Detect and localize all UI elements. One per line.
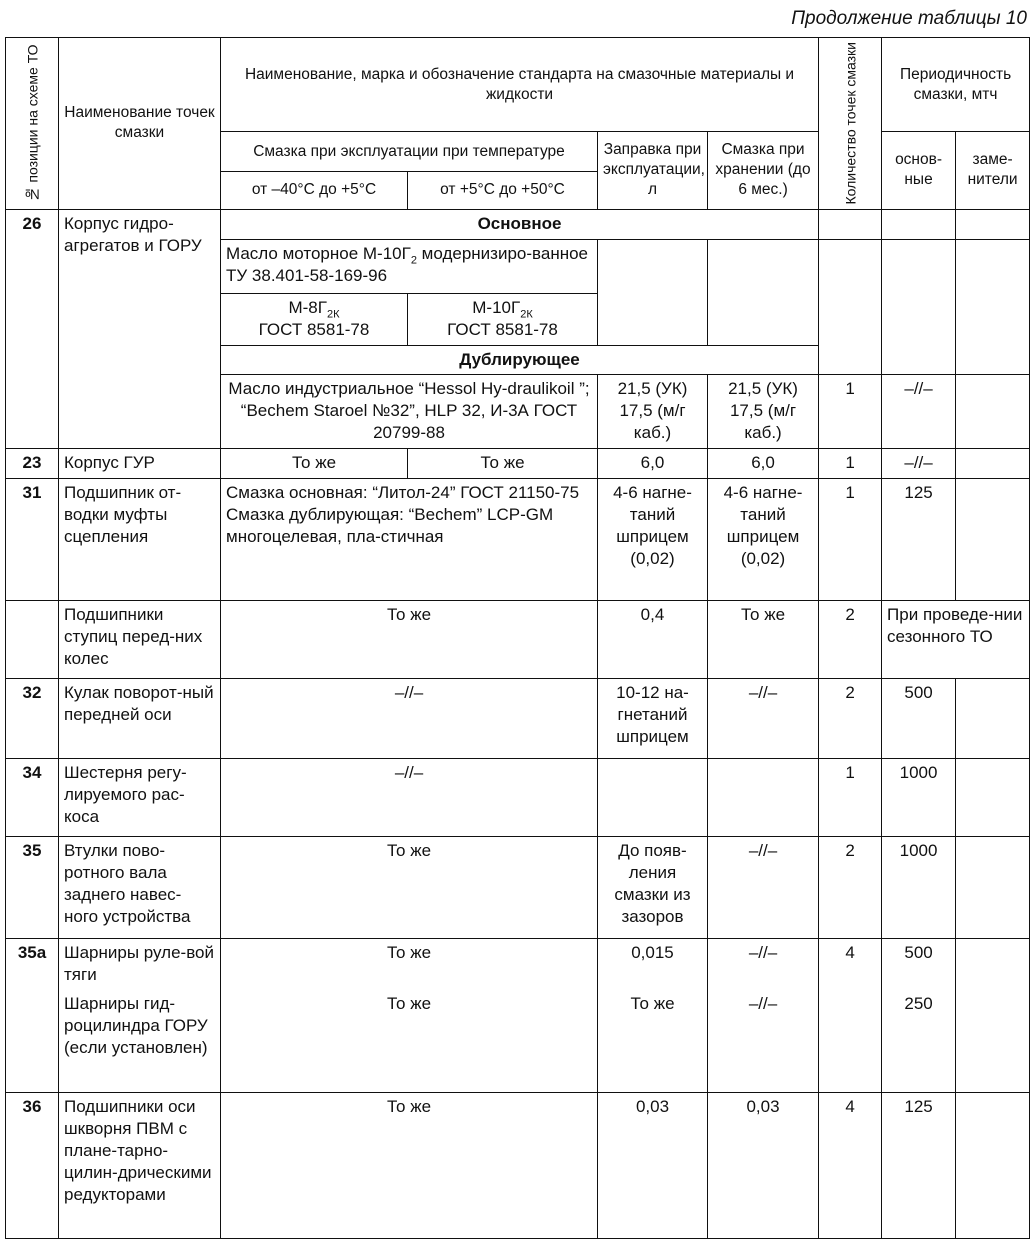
primary-label: Основное [221,209,819,239]
header-row-1 [6,38,1030,132]
cell-storage: 21,5 (УК) 17,5 (м/г каб.) [708,374,819,448]
table-row: Шарниры гид-роцилиндра ГОРУ (если установлен) То же То же –//– 250 [6,990,1030,1092]
cell-oil: Масло моторное $М-10Г_2$ модернизиро-ванное ТУ 38.401-58-169-96 [221,239,598,293]
header-main: основ-ные [882,132,956,210]
table-row [6,209,1030,239]
header-pos: № позиции на схеме ТО [6,38,59,210]
table-row: 36 Подшипники оси шкворня ПВМ с плане-тарно-цилин-дрическими редукторами То же 0,03 0,03 4 125 [6,1092,1030,1238]
table-row: 23 Корпус ГУР То же То же 6,0 6,0 1 –//– [6,448,1030,478]
cell-fill: 21,5 (УК) 17,5 (м/г каб.) [598,374,708,448]
cell-m8: $М-8Г_{2К}$ ГОСТ 8581-78 [221,293,408,345]
cell-name: Корпус гидро-агрегатов и ГОРУ [59,209,221,374]
header-storage: Смазка при хранении (до 6 мес.) [708,132,819,210]
table-row: 32 Кулак поворот-ный передней оси –//– 10-12 на-гнетаний шприцем –//– 2 500 [6,678,1030,758]
header-period: Периодичность смазки, мтч [882,38,1030,132]
cell-dup-oil: Масло индустриальное “Hessol Hy-draulikoil ”; “Bechem Staroel №32”, HLP 32, И-3А ГОСТ 20799-88 [221,374,598,448]
header-name: Наименование точек смазки [59,38,221,210]
header-operation: Смазка при эксплуатации при температуре [221,132,598,172]
cell-m10: $М-10Г_{2К}$ ГОСТ 8581-78 [408,293,598,345]
table-row: 31 Подшипник от-водки муфты сцепления Смазка основная: “Литол-24” ГОСТ 21150-75 Смазка дублирующая: “Bechem” LCP-GM многоцелевая, пла-стичная 4-6 нагне-таний шприцем (0,02) 4-6 нагне-таний шприцем (0,02) 1 125 [6,478,1030,600]
table-row: Подшипники ступиц перед-них колес То же 0,4 То же 2 При проведе-нии сезонного ТО [6,600,1030,678]
header-temp-low: от –40°С до +5°С [221,172,408,209]
cell-count: 1 [819,374,882,448]
table-caption: Продолжение таблицы 10 [791,8,1027,29]
cell-pos: 26 [6,209,59,374]
header-materials: Наименование, марка и обозначение стандарта на смазочные материалы и жидкости [221,38,819,132]
table-row: 35 Втулки пово-ротного вала заднего навес-ного устройства То же До появ-ления смазки из зазоров –//– 2 1000 [6,836,1030,938]
table-row: 34 Шестерня регу-лируемого рас-коса –//– 1 1000 [6,758,1030,836]
header-temp-high: от +5°С до +50°С [408,172,598,209]
duplicate-label: Дублирующее [221,345,819,374]
lubrication-table [5,37,1030,1239]
table-row: 35а Шарниры руле-вой тяги То же 0,015 –//– 4 500 [6,938,1030,990]
cell-main: –//– [882,374,956,448]
header-count: Количество точек смазки [819,38,882,210]
header-subst: заме-нители [956,132,1030,210]
header-fill: Заправка при эксплуатации, л [598,132,708,210]
table-row [6,374,1030,448]
